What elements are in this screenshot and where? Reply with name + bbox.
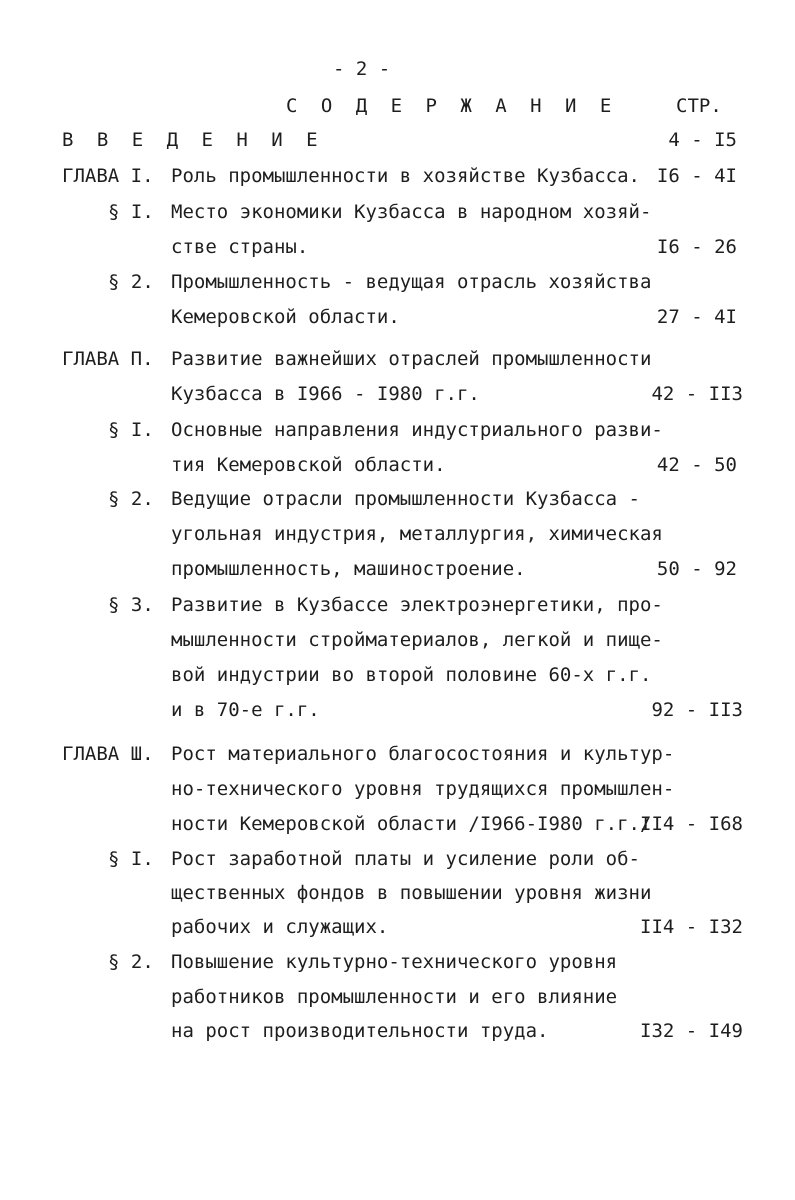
chapter2-s3-line1: Развитие в Кузбассе электроэнергетики, про- bbox=[171, 594, 663, 616]
chapter1-s2-line1: Промышленность - ведущая отрасль хозяйства bbox=[171, 271, 652, 293]
chapter2-line1: Развитие важнейших отраслей промышленности bbox=[171, 348, 652, 370]
chapter1-s1-line2: стве страны. bbox=[171, 236, 309, 258]
pages-column-header: СТР. bbox=[676, 95, 722, 117]
chapter3-line2: но-технического уровня трудящихся промышлен- bbox=[171, 778, 675, 800]
chapter1-s1-label: § I. bbox=[108, 201, 154, 223]
chapter2-s3-label: § 3. bbox=[108, 594, 154, 616]
chapter1-title: Роль промышленности в хозяйстве Кузбасса. bbox=[171, 165, 640, 187]
chapter2-s2-line1: Ведущие отрасли промышленности Кузбасса - bbox=[171, 488, 640, 510]
chapter3-s2-line1: Повышение культурно-технического уровня bbox=[171, 951, 618, 973]
chapter3-s2-line2: работников промышленности и его влияние bbox=[171, 986, 618, 1008]
chapter3-label: ГЛАВА Ш. bbox=[62, 743, 154, 765]
chapter3-line1: Рост материального благосостояния и культур- bbox=[171, 743, 675, 765]
chapter3-s2-line3: на рост производительности труда. bbox=[171, 1020, 549, 1042]
chapter1-s1-line1: Место экономики Кузбасса в народном хозяй- bbox=[171, 201, 652, 223]
chapter3-pages: II4 - I68 bbox=[640, 813, 743, 835]
chapter2-s1-pages: 42 - 50 bbox=[656, 454, 737, 476]
page-number: - 2 - bbox=[333, 58, 391, 80]
chapter2-pages: 42 - II3 bbox=[651, 383, 743, 405]
chapter3-s2-pages: I32 - I49 bbox=[640, 1020, 743, 1042]
chapter1-s2-label: § 2. bbox=[108, 271, 154, 293]
chapter3-s2-label: § 2. bbox=[108, 951, 154, 973]
chapter1-pages: I6 - 4I bbox=[656, 165, 737, 187]
chapter2-line2: Кузбасса в I966 - I980 г.г. bbox=[171, 383, 480, 405]
chapter2-s2-label: § 2. bbox=[108, 488, 154, 510]
chapter3-s1-line2: щественных фондов в повышении уровня жизни bbox=[171, 882, 652, 904]
intro-pages: 4 - I5 bbox=[668, 129, 737, 151]
chapter2-s2-line3: промышленность, машиностроение. bbox=[171, 558, 526, 580]
chapter2-s1-label: § I. bbox=[108, 419, 154, 441]
chapter2-s3-line4: и в 70-е г.г. bbox=[171, 699, 320, 721]
chapter2-s2-pages: 50 - 92 bbox=[656, 558, 737, 580]
chapter2-s3-line2: мышленности стройматериалов, легкой и пище- bbox=[171, 629, 663, 651]
chapter3-line3: ности Кемеровской области /I966-I980 г.г./ bbox=[171, 813, 652, 835]
chapter1-s2-pages: 27 - 4I bbox=[656, 306, 737, 328]
chapter2-s3-pages: 92 - II3 bbox=[651, 699, 743, 721]
chapter3-s1-label: § I. bbox=[108, 848, 154, 870]
chapter1-s1-pages: I6 - 26 bbox=[656, 236, 737, 258]
chapter2-s3-line3: вой индустрии во второй половине 60-х г.г. bbox=[171, 664, 652, 686]
chapter2-s1-line1: Основные направления индустриального разви- bbox=[171, 419, 663, 441]
chapter1-label: ГЛАВА I. bbox=[62, 165, 154, 187]
chapter3-s1-line3: рабочих и служащих. bbox=[171, 916, 389, 938]
chapter2-label: ГЛАВА П. bbox=[62, 348, 154, 370]
chapter2-s1-line2: тия Кемеровской области. bbox=[171, 454, 446, 476]
chapter2-s2-line2: угольная индустрия, металлургия, химическая bbox=[171, 523, 663, 545]
intro-label: В В Е Д Е Н И Е bbox=[62, 129, 324, 151]
chapter1-s2-line2: Кемеровской области. bbox=[171, 306, 400, 328]
chapter3-s1-line1: Рост заработной платы и усиление роли об- bbox=[171, 848, 640, 870]
contents-title: С О Д Е Р Ж А Н И Е bbox=[286, 95, 618, 117]
chapter3-s1-pages: II4 - I32 bbox=[640, 916, 743, 938]
